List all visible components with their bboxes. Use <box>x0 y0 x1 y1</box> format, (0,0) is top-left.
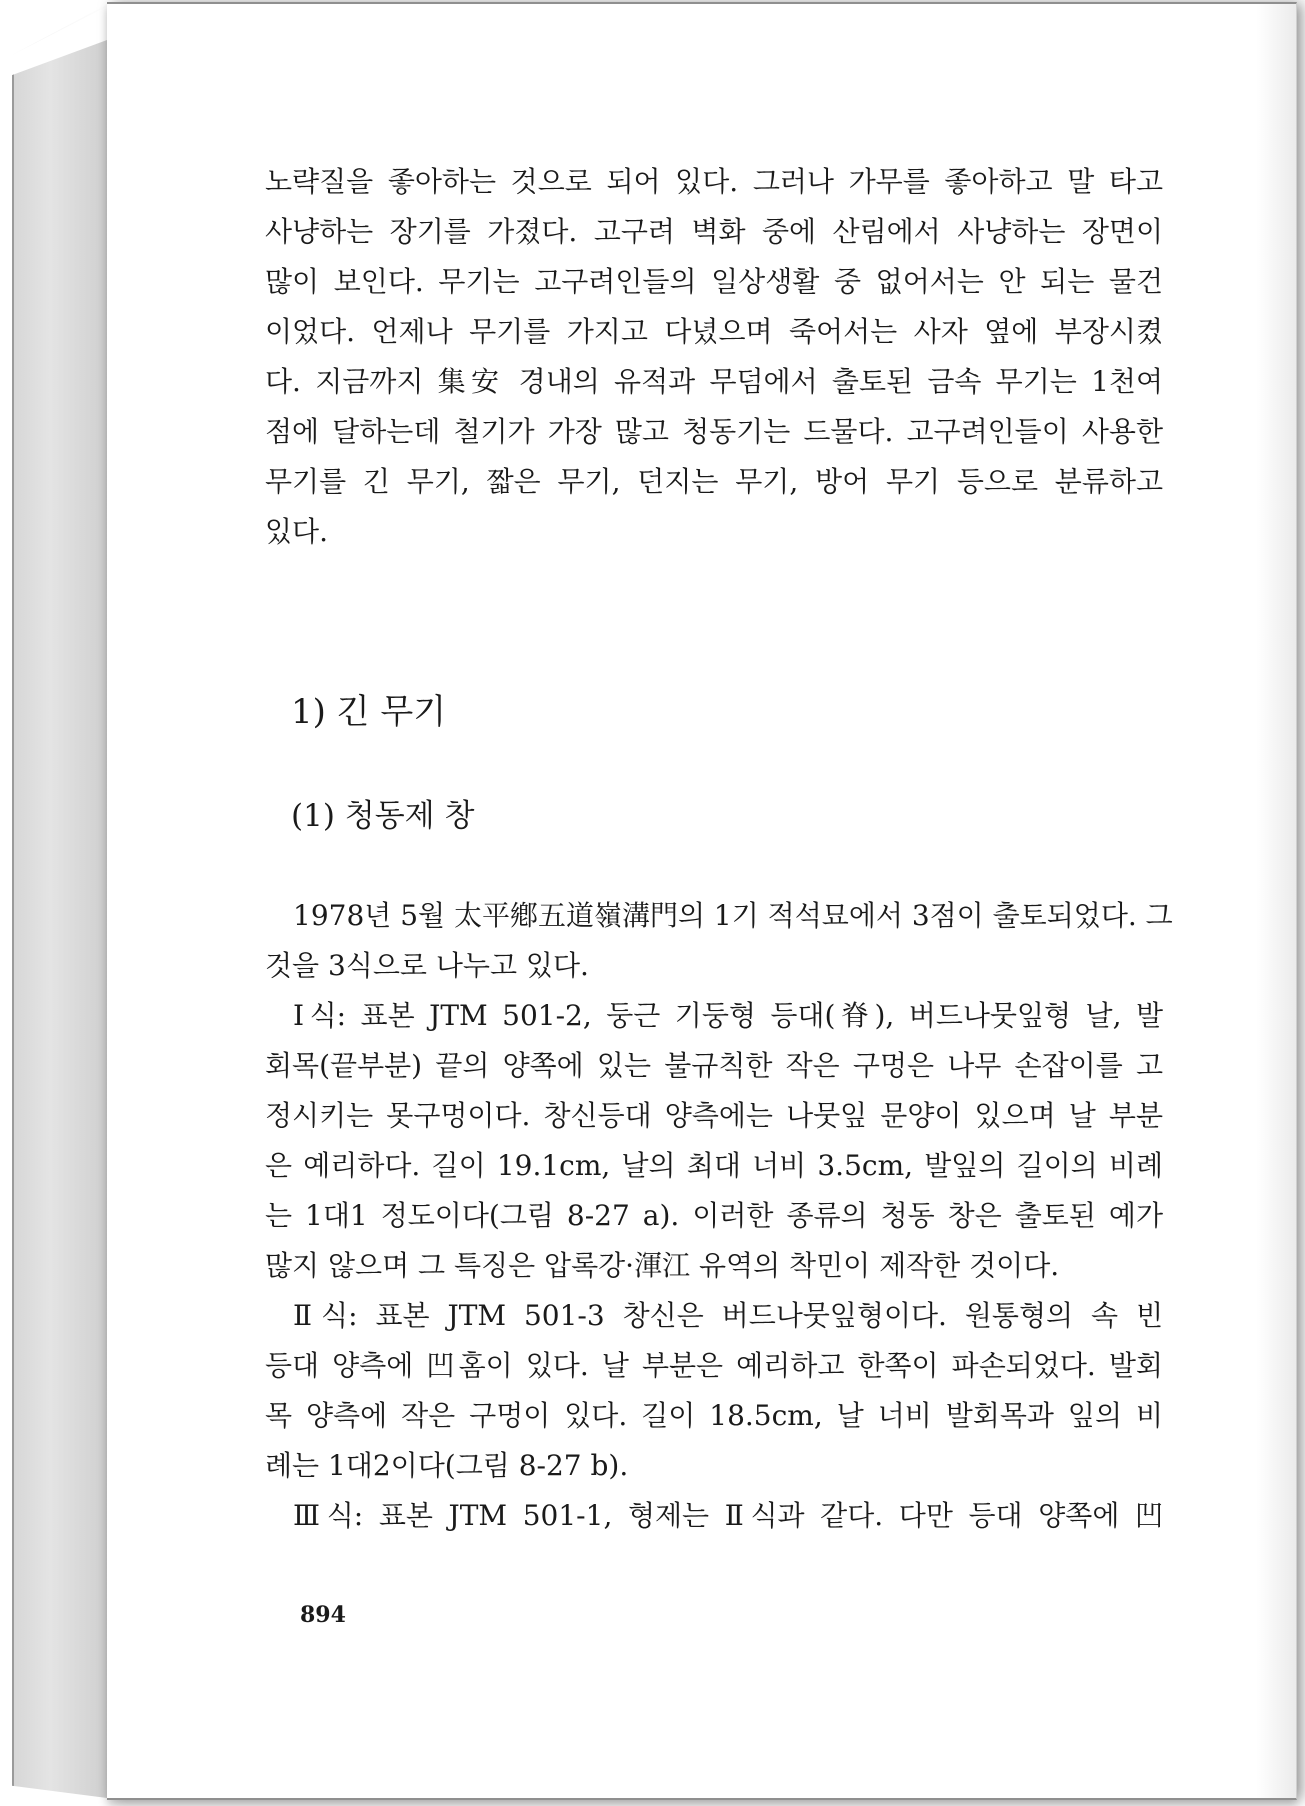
text-line: 은 예리하다. 길이 19.1cm, 날의 최대 너비 3.5cm, 발잎의 길이의 비례 <box>265 1149 1163 1182</box>
text-line: Ⅲ식: 표본 JTM 501-1, 형제는 Ⅱ식과 같다. 다만 등대 양쪽에 凹 <box>293 1499 1163 1532</box>
text-line: 무기를 긴 무기, 짧은 무기, 던지는 무기, 방어 무기 등으로 분류하고 <box>265 465 1163 498</box>
subsection-heading: (1) 청동제 창 <box>291 798 475 834</box>
text-line: 많지 않으며 그 특징은 압록강·渾江 유역의 착민이 제작한 것이다. <box>265 1249 1060 1282</box>
text-line: 있다. <box>265 515 328 548</box>
page-number: 894 <box>300 1602 346 1628</box>
text-line: 는 1대1 정도이다(그림 8-27 a). 이러한 종류의 청동 창은 출토된 예가 <box>265 1199 1163 1232</box>
text-line: 다. 지금까지 集安 경내의 유적과 무덤에서 출토된 금속 무기는 1천여 <box>265 365 1163 398</box>
text-line: 목 양측에 작은 구멍이 있다. 길이 18.5cm, 날 너비 발회목과 잎의 비 <box>265 1399 1163 1432</box>
book-page <box>107 2 1297 1800</box>
text-line: 점에 달하는데 철기가 가장 많고 청동기는 드물다. 고구려인들이 사용한 <box>265 415 1163 448</box>
body-paragraph <box>265 891 1173 1541</box>
book-spine-edge <box>12 40 107 1798</box>
text-line: 회목(끝부분) 끝의 양쪽에 있는 불규칙한 작은 구멍은 나무 손잡이를 고 <box>265 1049 1163 1082</box>
text-line: Ⅰ식: 표본 JTM 501-2, 둥근 기둥형 등대(脊), 버드나뭇잎형 날, 발 <box>293 999 1163 1032</box>
text-line: 이었다. 언제나 무기를 가지고 다녔으며 죽어서는 사자 옆에 부장시켰 <box>265 315 1163 348</box>
section-heading: 1) 긴 무기 <box>291 692 447 732</box>
text-line: 사냥하는 장기를 가졌다. 고구려 벽화 중에 산림에서 사냥하는 장면이 <box>265 215 1163 248</box>
intro-paragraph <box>265 157 1163 557</box>
intro-text <box>265 157 1163 557</box>
page-shadow <box>1256 4 1296 1798</box>
text-line: 것을 3식으로 나누고 있다. <box>265 949 589 982</box>
body-text <box>265 891 1173 1541</box>
text-line: 노략질을 좋아하는 것으로 되어 있다. 그러나 가무를 좋아하고 말 타고 <box>265 165 1163 198</box>
text-line: Ⅱ식: 표본 JTM 501-3 창신은 버드나뭇잎형이다. 원통형의 속 빈 <box>293 1299 1163 1332</box>
text-line: 1978년 5월 太平鄕五道嶺溝門의 1기 적석묘에서 3점이 출토되었다. 그 <box>293 899 1173 932</box>
text-line: 정시키는 못구멍이다. 창신등대 양측에는 나뭇잎 문양이 있으며 날 부분 <box>265 1099 1163 1132</box>
text-line: 례는 1대2이다(그림 8-27 b). <box>265 1449 629 1482</box>
text-line: 등대 양측에 凹홈이 있다. 날 부분은 예리하고 한쪽이 파손되었다. 발회 <box>265 1349 1163 1382</box>
text-line: 많이 보인다. 무기는 고구려인들의 일상생활 중 없어서는 안 되는 물건 <box>265 265 1163 298</box>
